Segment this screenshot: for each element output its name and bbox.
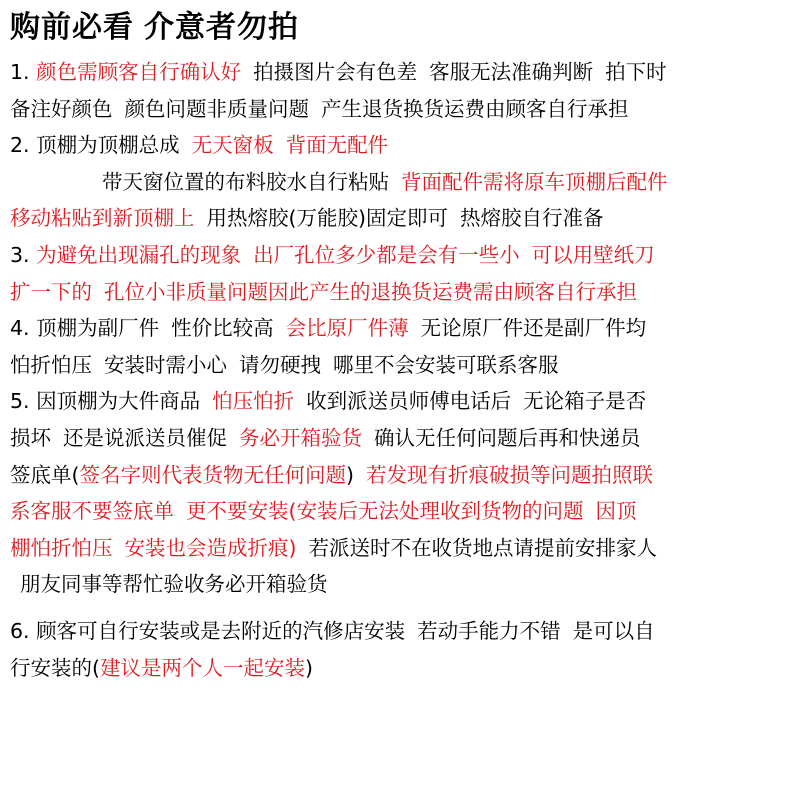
red-text: 更不要安装(安装后无法处理收到货物的问题 [186, 499, 584, 524]
item-5-line-6 [10, 566, 790, 603]
item-1-line-2 [10, 91, 790, 128]
item-5-line-3 [10, 457, 790, 494]
item-number: 6. [10, 618, 30, 643]
red-text: 若发现有折痕破损等问题拍照联 [366, 462, 653, 487]
text: 确认无任何问题后再和快递员 [374, 425, 641, 450]
item-5-line-2 [10, 420, 790, 457]
text: 行安装的( [10, 655, 100, 680]
item-3-line-2 [10, 274, 790, 311]
item-number: 2. [10, 133, 30, 158]
text: 怕折怕压 [10, 352, 92, 377]
text: 哪里不会安装可联系客服 [333, 352, 559, 377]
text: 热熔胶自行准备 [460, 206, 604, 231]
text: 颜色问题非质量问题 [124, 96, 309, 121]
item-2-line-2 [10, 164, 790, 201]
red-text: 务必开箱验货 [239, 425, 362, 450]
item-3-line-1 [10, 237, 790, 274]
item-2-line-1 [10, 127, 790, 164]
text: 顾客可自行安装或是去附近的汽修店安装 [36, 618, 406, 643]
red-text: 棚怕折怕压 [10, 535, 113, 560]
text: 顶棚为副厂件 [36, 316, 160, 341]
item-5-line-4 [10, 493, 790, 530]
text: 顶棚为顶棚总成 [36, 133, 180, 158]
text: 朋友同事等帮忙验收务必开箱验货 [20, 572, 328, 597]
page-title [10, 6, 790, 54]
text: 若动手能力不错 [417, 618, 561, 643]
text: 是可以自 [572, 618, 655, 643]
text: 带天窗位置的布料胶水自行粘贴 [102, 169, 389, 194]
text: ) [346, 462, 354, 487]
text: 性价比较高 [171, 316, 274, 341]
text: 备注好颜色 [10, 96, 113, 121]
item-number: 5. [10, 389, 30, 414]
red-text: 因顶 [595, 499, 637, 524]
text: 拍摄图片会有色差 [253, 60, 418, 84]
red-text: 建议是两个人一起安装 [100, 655, 305, 680]
item-5-line-5 [10, 530, 790, 567]
red-text: 颜色需顾客自行确认好 [36, 60, 242, 84]
text: 用热熔胶(万能胶)固定即可 [206, 206, 448, 231]
red-text: 签名字则代表货物无任何问题 [79, 462, 346, 487]
text: 收到派送员师傅电话后 [306, 389, 512, 414]
text: 因顶棚为大件商品 [36, 389, 201, 414]
red-text: 可以用壁纸刀 [531, 242, 655, 267]
text: 请勿硬拽 [239, 352, 321, 377]
red-text: 安装也会造成折痕) [124, 535, 297, 560]
title-part-1: 购前必看 [10, 10, 134, 45]
text: 客服无法准确判断 [429, 60, 594, 84]
title-part-2: 介意者勿拍 [144, 10, 299, 45]
text: ) [305, 655, 313, 680]
text: 拍下时 [605, 60, 667, 84]
red-text: 扩一下的 [10, 279, 92, 304]
item-4-line-1 [10, 310, 790, 347]
red-text: 无天窗板 [191, 133, 274, 158]
item-number: 3. [10, 242, 30, 267]
item-5-line-1 [10, 383, 790, 420]
red-text: 背面配件需将原车顶棚后配件 [401, 169, 668, 194]
item-6-line-2 [10, 650, 790, 687]
red-text: 出厂孔位多少都是会有一些小 [253, 242, 520, 267]
text: 若派送时不在收货地点请提前安排家人 [308, 535, 657, 560]
text: 损坏 [10, 425, 51, 450]
red-text: 移动粘贴到新顶棚上 [10, 206, 195, 231]
text: 无论箱子是否 [523, 389, 647, 414]
item-4-line-2 [10, 347, 790, 384]
red-text: 孔位小非质量问题因此产生的退换货运费需由顾客自行承担 [104, 279, 637, 304]
item-number: 1. [10, 60, 30, 84]
item-2-line-3 [10, 200, 790, 237]
text: 无论原厂件还是副厂件均 [420, 316, 647, 341]
red-text: 背面无配件 [285, 133, 389, 158]
text: 产生退货换货运费由顾客自行承担 [321, 96, 629, 121]
red-text: 为避免出现漏孔的现象 [36, 242, 242, 267]
red-text: 会比原厂件薄 [285, 316, 409, 341]
item-6-line-1 [10, 613, 790, 650]
red-text: 怕压怕折 [212, 389, 295, 414]
red-text: 系客服不要签底单 [10, 499, 174, 524]
text: 安装时需小心 [104, 352, 227, 377]
text: 签底单( [10, 462, 80, 487]
item-number: 4. [10, 316, 30, 341]
text: 还是说派送员催促 [63, 425, 227, 450]
item-1-line-1 [10, 54, 790, 91]
